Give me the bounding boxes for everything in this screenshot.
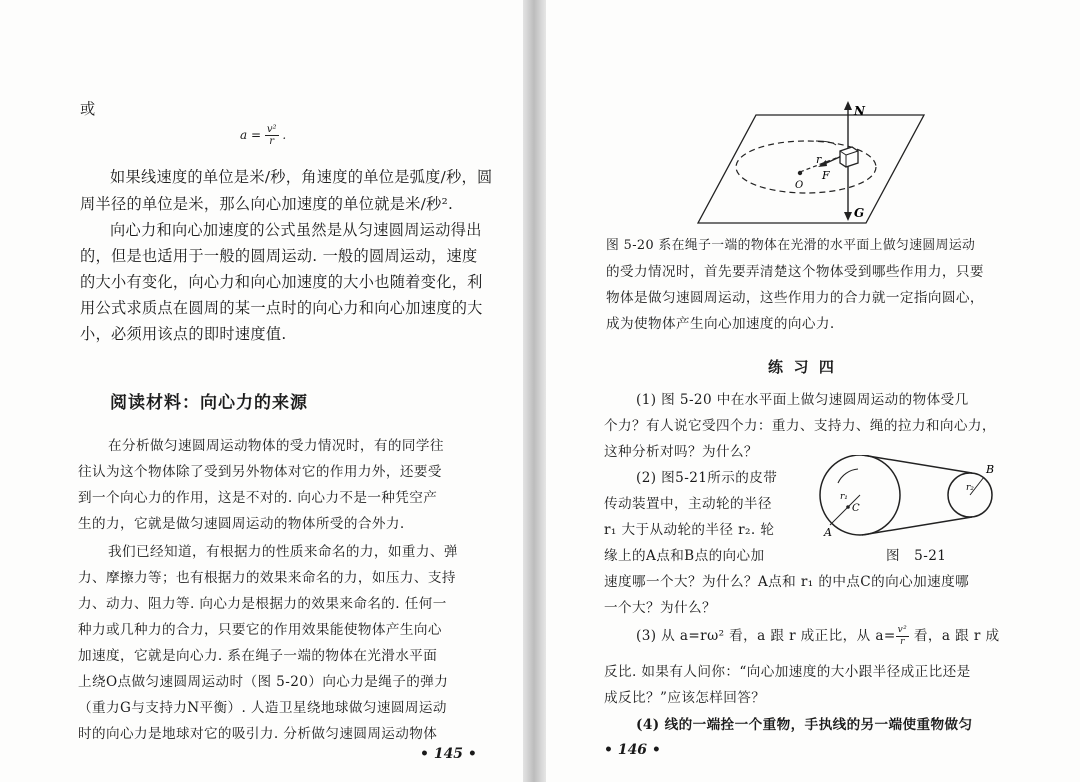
center-point xyxy=(798,171,802,175)
label-G: G xyxy=(854,206,865,220)
label-C: C xyxy=(852,503,860,514)
rotation-arrow xyxy=(838,469,858,483)
left-page xyxy=(0,0,523,782)
q2-line-6: 一个大？为什么？ xyxy=(604,600,716,616)
intro-word: 或 xyxy=(80,100,96,118)
q3-line-3: 成反比？”应该怎样回答？ xyxy=(604,690,766,706)
q1-line-1: (1) 图 5-20 中在水平面上做匀速圆周运动的物体受几 xyxy=(636,392,969,408)
reading-para1-line-1: 在分析做匀速圆周运动物体的受力情况时，有的同学往 xyxy=(108,438,444,454)
reading-para1-line-4: 生的力，它就是做匀速圆周运动的物体所受的合外力. xyxy=(78,516,405,532)
para2-line-3: 的大小有变化，向心力和向心加速度的大小也随着变化，利 xyxy=(80,273,483,291)
reading-para2-line-4: 种力或几种力的合力，只要它的作用效果能使物体产生向心 xyxy=(78,622,442,638)
para1-line-1: 如果线速度的单位是米/秒，角速度的单位是弧度/秒，圆 xyxy=(110,168,493,186)
horizontal-plane xyxy=(698,115,924,223)
formula-lhs: a = xyxy=(240,128,262,142)
para2-line-4: 用公式求质点在圆周的某一点时的向心力和向心加速度的大 xyxy=(80,299,483,317)
section-title: 阅读材料：向心力的来源 xyxy=(110,393,308,413)
right-page xyxy=(546,0,1080,782)
q4-line-1: (4) 线的一端拴一个重物，手执线的另一端使重物做匀 xyxy=(636,717,973,733)
exercise-title: 练 习 四 xyxy=(768,358,834,376)
q3-line-2: 反比. 如果有人问你：“向心加速度的大小跟半径成正比还是 xyxy=(604,664,971,680)
figure-5-20 xyxy=(696,95,926,230)
formula-denominator: r xyxy=(269,136,275,147)
caption-line-2: 的受力情况时，首先要弄清楚这个物体受到哪些作用力，只要 xyxy=(606,264,984,280)
q3-part1: (3) 从 a=rω² 看，a 跟 r 成正比，从 a= xyxy=(636,628,896,644)
figure-5-21 xyxy=(818,455,1008,540)
q3-numerator: v² xyxy=(897,625,908,635)
q3-denominator: r xyxy=(900,637,905,647)
label-A: A xyxy=(824,526,832,539)
reading-para2-line-3: 力、动力、阻力等. 向心力是根据力的效果来命名的. 任何一 xyxy=(78,596,447,612)
belt-bottom xyxy=(862,517,972,535)
reading-para1-line-2: 往认为这个物体除了受到另外物体对它的作用力外，还要受 xyxy=(78,464,442,480)
point-C xyxy=(846,505,850,509)
para1-line-2: 周半径的单位是米，那么向心加速度的单位就是米/秒². xyxy=(80,195,454,213)
block-object xyxy=(840,147,858,167)
formula-tail: . xyxy=(282,128,287,142)
q2-line-2: 传动装置中，主动轮的半径 xyxy=(604,496,772,512)
q2-line-4: 缘上的A点和B点的向心加 xyxy=(604,548,765,564)
q3-part2: 看，a 跟 r 成 xyxy=(909,628,1000,644)
reading-para2-line-6: 上绕O点做匀速圆周运动时（图 5-20）向心力是绳子的弹力 xyxy=(78,674,449,690)
para2-line-5: 小，必须用该点的即时速度值. xyxy=(80,325,287,343)
formula-a-v2-r xyxy=(240,124,286,147)
formula-numerator: v² xyxy=(266,124,277,135)
para2-line-1: 向心力和向心加速度的公式虽然是从匀速圆周运动得出 xyxy=(110,221,482,239)
label-N: N xyxy=(854,104,865,118)
q2-line-3: r₁ 大于从动轮的半径 r₂. 轮 xyxy=(604,522,775,538)
q1-line-2: 个力？有人说它受四个力：重力、支持力、绳的拉力和向心力， xyxy=(604,418,996,434)
gravity-arrowhead xyxy=(844,212,852,221)
label-O: O xyxy=(795,180,804,191)
caption-line-1: 图 5-20 系在绳子一端的物体在光滑的水平面上做匀速圆周运动 xyxy=(606,238,976,253)
label-B: B xyxy=(986,463,995,476)
q1-line-3: 这种分析对吗？为什么？ xyxy=(604,444,758,460)
reading-para1-line-3: 到一个向心力的作用，这是不对的. 向心力不是一种凭空产 xyxy=(78,490,438,506)
page-number-146: • 146 • xyxy=(604,742,661,758)
label-r: r xyxy=(816,153,822,166)
figure-5-21-caption: 图 5-21 xyxy=(886,548,947,564)
reading-para2-line-2: 力、摩擦力等；也有根据力的效果来命名的力，如压力、支持 xyxy=(78,570,456,586)
reading-para2-line-1: 我们已经知道，有根据力的性质来命名的力，如重力、弹 xyxy=(108,544,458,560)
belt-top xyxy=(862,455,972,473)
page-number-145: • 145 • xyxy=(420,746,477,762)
reading-para2-line-7: （重力G与支持力N平衡）. 人造卫星绕地球做匀速圆周运动 xyxy=(78,700,447,716)
label-r1: r₁ xyxy=(840,492,848,502)
caption-line-4: 成为使物体产生向心加速度的向心力. xyxy=(606,316,835,332)
label-r2: r₂ xyxy=(966,483,974,493)
reading-para2-line-8: 时的向心力是地球对它的吸引力. 分析做匀速圆周运动物体 xyxy=(78,726,438,742)
para2-line-2: 的，但是也适用于一般的圆周运动. 一般的圆周运动，速度 xyxy=(80,247,478,265)
label-F: F xyxy=(822,169,830,182)
reading-para2-line-5: 加速度，它就是向心力. 系在绳子一端的物体在光滑水平面 xyxy=(78,648,438,664)
caption-line-3: 物体是做匀速圆周运动，这些作用力的合力就一定指向圆心， xyxy=(606,290,984,306)
q2-line-1: (2) 图5-21所示的皮带 xyxy=(636,470,778,486)
q2-line-5: 速度哪一个大？为什么？A点和 r₁ 的中点C的向心加速度哪 xyxy=(604,574,970,590)
q3-line-1 xyxy=(636,624,999,648)
normal-force-arrowhead xyxy=(844,101,852,110)
